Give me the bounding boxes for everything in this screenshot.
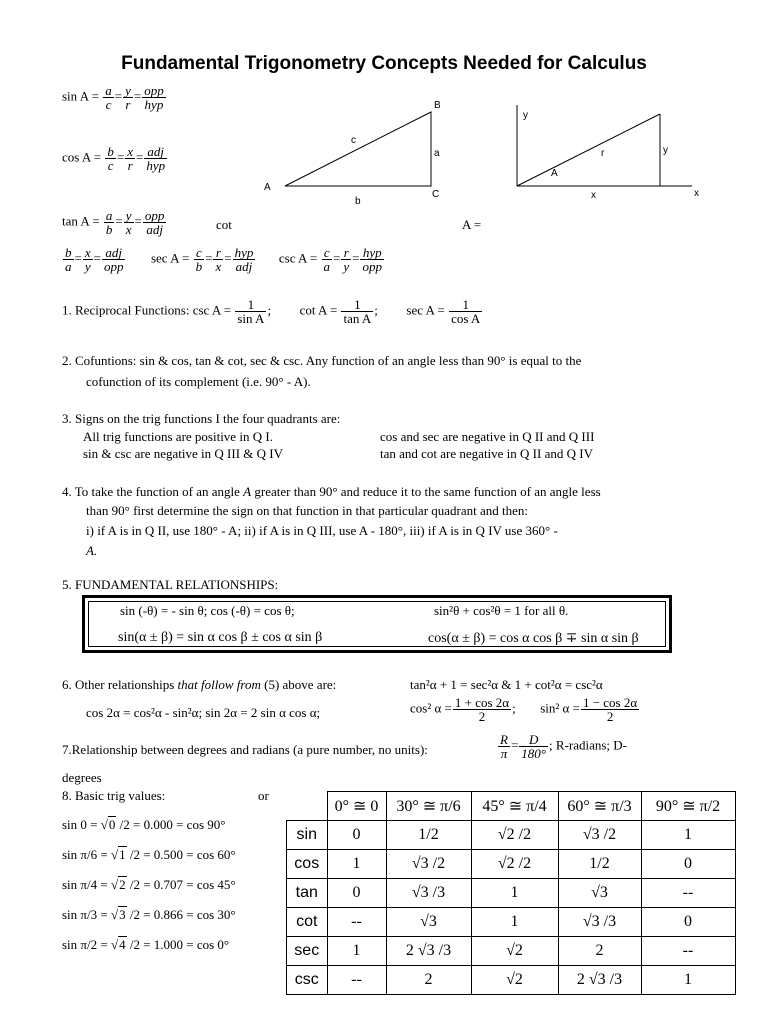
reciprocal-functions: 1. Reciprocal Functions: csc A = $\frac{1}{\text{sin A}}$ ; cot A = $\frac{1}{\text{tan A}}$ ; sec A = $\frac{1}{\text{cos A}}$ <box>62 297 481 326</box>
fundamental-relationships-heading: 5. FUNDAMENTAL RELATIONSHIPS: <box>62 577 279 592</box>
side-y-label: y <box>663 145 668 156</box>
triangle-side-c: c <box>351 135 356 146</box>
basic-value-line: sin 0 = √0 /2 = 0.000 = cos 90° <box>62 817 226 832</box>
other-relationships-line1: 6. Other relationships that follow from (5) above are: <box>62 677 337 692</box>
right-triangle-abc <box>260 98 450 208</box>
cot-sec-csc-definitions: $\frac{b}{a}$ = $\frac{x}{y}$ = $\frac{\text{adj}}{\text{opp}}$ sec A = $\frac{c}{b}$ = $\frac{r}{x}$ = $\frac{\text{hyp}}{\text{adj}}$ csc A = $\frac{c}{a}$ = $\frac{r}{y}$ = $\frac{\text{hyp}}{\text{opp}}$ <box>65 245 382 274</box>
table-cell: √2 <box>471 966 558 995</box>
row-label: sec <box>287 937 328 966</box>
cos-lhs: cos A = <box>62 149 102 165</box>
table-cell: 1 <box>641 966 735 995</box>
table-cell: 2 <box>386 966 471 995</box>
triangle-vertex-a: A <box>264 182 271 193</box>
table-cell: 0 <box>327 879 386 908</box>
table-row <box>287 821 736 850</box>
signs-tan-cot: tan and cot are negative in Q II and Q IV <box>380 446 593 461</box>
table-cell: 2 √3 /3 <box>386 937 471 966</box>
table-cell: -- <box>641 937 735 966</box>
table-cell: √2 /2 <box>471 850 558 879</box>
sin-sum-identity: sin(α ± β) = sin α cos β ± cos α sin β <box>118 630 323 645</box>
row-label: csc <box>287 966 328 995</box>
row-label: cos <box>287 850 328 879</box>
table-cell: 0 <box>327 821 386 850</box>
table-row <box>287 879 736 908</box>
tan-cot-identities: tan²α + 1 = sec²α & 1 + cot²α = csc²α <box>410 677 603 692</box>
odd-even-identities: sin (-θ) = - sin θ; cos (-θ) = cos θ; <box>120 603 295 618</box>
pythagorean-identity: sin²θ + cos²θ = 1 for all θ. <box>434 603 569 618</box>
table-corner <box>287 792 328 821</box>
table-cell: √2 <box>471 937 558 966</box>
table-cell: 2 <box>558 937 641 966</box>
reduction-line1: 4. To take the function of an angle A greater than 90° and reduce it to the same function of an angle less <box>62 484 601 499</box>
coordinate-triangle <box>510 100 700 195</box>
table-cell: 0 <box>641 850 735 879</box>
basic-value-line: sin π/3 = √3 /2 = 0.866 = cos 30° <box>62 907 236 922</box>
table-cell: 1 <box>327 850 386 879</box>
table-cell: √3 <box>558 879 641 908</box>
cofunctions-line2: cofunction of its complement (i.e. 90° - A). <box>86 374 311 389</box>
reduction-line3: i) if A is in Q II, use 180° - A; ii) if A is in Q III, use A - 180°, iii) if A is in Q IV use 360° - <box>86 523 558 538</box>
table-cell: -- <box>327 966 386 995</box>
half-angle-identities: cos² α = $\frac{1 + \cos 2\alpha}{2}$ ; sin² α = $\frac{1 - \cos 2\alpha}{2}$ <box>410 695 638 724</box>
table-cell: √3 /3 <box>558 908 641 937</box>
table-row <box>287 908 736 937</box>
triangle-vertex-c: C <box>432 189 440 200</box>
table-cell: 1 <box>471 908 558 937</box>
triangle-side-b: b <box>355 196 361 207</box>
y-axis-label: y <box>523 110 528 121</box>
radius-label: r <box>601 148 605 159</box>
fraction: $\frac{a}{c}$ <box>105 83 112 112</box>
tan-definition: tan A = $\frac{a}{b}$ = $\frac{y}{x}$ = $\frac{\text{opp}}{\text{adj}}$ <box>62 208 165 237</box>
table-cell: √3 <box>386 908 471 937</box>
table-header: 45° ≅ π/4 <box>471 792 558 821</box>
table-cell: 1/2 <box>558 850 641 879</box>
basic-value-line: sin π/6 = √1 /2 = 0.500 = cos 60° <box>62 847 236 862</box>
cofunctions-line1: 2. Cofuntions: sin & cos, tan & cot, sec & csc. Any function of an angle less than 90° is equal to the <box>62 353 582 368</box>
degrees-radians-label: 7.Relationship between degrees and radians (a pure number, no units): <box>62 742 428 757</box>
table-header: 90° ≅ π/2 <box>641 792 735 821</box>
cos-definition: cos A = $\frac{b}{c}$ = $\frac{x}{r}$ = $\frac{\text{adj}}{\text{hyp}}$ <box>62 144 166 173</box>
table-header-row <box>287 792 736 821</box>
table-header: 30° ≅ π/6 <box>386 792 471 821</box>
degrees-radians-formula: $\frac{R}{\pi}$ = $\frac{D}{180^\circ}$ ; R-radians; D- <box>500 732 627 761</box>
x-axis-label: x <box>694 188 699 199</box>
table-cell: 1/2 <box>386 821 471 850</box>
table-header: 60° ≅ π/3 <box>558 792 641 821</box>
table-cell: 0 <box>641 908 735 937</box>
sin-lhs: sin A = <box>62 88 99 104</box>
row-label: tan <box>287 879 328 908</box>
table-cell: 1 <box>327 937 386 966</box>
table-header: 0° ≅ 0 <box>327 792 386 821</box>
table-cell: -- <box>327 908 386 937</box>
sin-definition: sin A = $\frac{a}{c}$ = $\frac{y}{r}$ = $\frac{\text{opp}}{\text{hyp}}$ <box>62 83 164 112</box>
signs-sin-csc: sin & csc are negative in Q III & Q IV <box>83 446 283 461</box>
table-cell: √3 /3 <box>386 879 471 908</box>
table-cell: -- <box>641 879 735 908</box>
table-cell: 1 <box>471 879 558 908</box>
row-label: cot <box>287 908 328 937</box>
angle-a-label: A <box>551 168 558 179</box>
table-cell: 1 <box>641 821 735 850</box>
trig-values-table <box>286 791 736 995</box>
signs-heading: 3. Signs on the trig functions I the four quadrants are: <box>62 411 341 426</box>
basic-values-label: 8. Basic trig values: <box>62 788 166 803</box>
table-cell: 2 √3 /3 <box>558 966 641 995</box>
degrees-word: degrees <box>62 770 102 785</box>
cos-sum-identity: cos(α ± β) = cos α cos β ∓ sin α sin β <box>428 631 639 646</box>
cot-word: cot <box>216 217 232 232</box>
table-cell: √3 /2 <box>558 821 641 850</box>
triangle-side-a: a <box>434 148 440 159</box>
or-word: or <box>258 788 269 803</box>
table-row <box>287 937 736 966</box>
side-x-label: x <box>591 190 596 201</box>
row-label: sin <box>287 821 328 850</box>
table-cell: √2 /2 <box>471 821 558 850</box>
table-row <box>287 850 736 879</box>
basic-value-line: sin π/4 = √2 /2 = 0.707 = cos 45° <box>62 877 236 892</box>
a-equals: A = <box>462 217 482 232</box>
page-title: Fundamental Trigonometry Concepts Needed for Calculus <box>121 53 647 74</box>
triangle-vertex-b: B <box>434 100 441 111</box>
reduction-line4: A. <box>86 543 98 558</box>
table-row <box>287 966 736 995</box>
signs-q1: All trig functions are positive in Q I. <box>83 429 273 444</box>
basic-value-line: sin π/2 = √4 /2 = 1.000 = cos 0° <box>62 937 230 952</box>
table-cell: √3 /2 <box>386 850 471 879</box>
signs-cos-sec: cos and sec are negative in Q II and Q III <box>380 429 595 444</box>
double-angle-identities: cos 2α = cos²α - sin²α; sin 2α = 2 sin α cos α; <box>86 705 321 720</box>
reduction-line2: than 90° first determine the sign on that function in that particular quadrant and then: <box>86 503 529 518</box>
